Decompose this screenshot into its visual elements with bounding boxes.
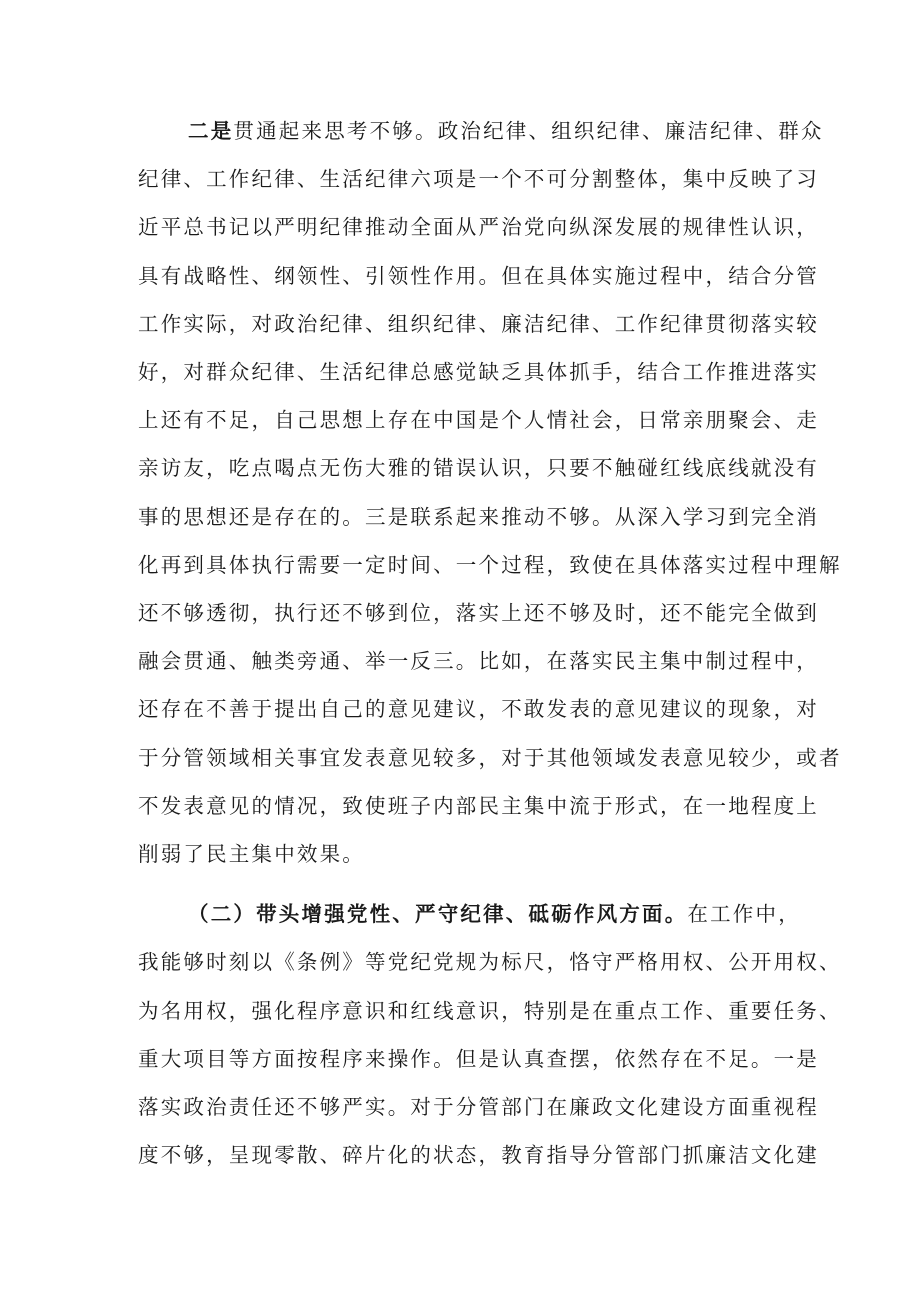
text-line — [138, 639, 819, 683]
text-segment: 事的思想还是存在的。三是联系起来推动不够。从深入学习到完全消 — [138, 504, 819, 529]
text-line — [188, 892, 801, 936]
text-line — [138, 591, 819, 635]
text-segment: 削弱了民主集中效果。 — [138, 842, 365, 866]
text-segment: 上还有不足，自己思想上存在中国是个人情社会，日常亲朋聚会、走 — [138, 408, 819, 433]
text-segment: 贯通起来思考不够。政治纪律、组织纪律、廉洁纪律、群众 — [233, 119, 824, 143]
text-line — [138, 398, 819, 442]
text-line — [138, 254, 819, 298]
text-line — [138, 157, 819, 201]
text-segment: 具有战略性、纲领性、引领性作用。但在具体实施过程中，结合分管 — [138, 263, 819, 288]
text-segment: 融会贯通、触类旁通、举一反三。比如，在落实民主集中制过程中， — [138, 649, 819, 674]
text-segment: 度不够，呈现零散、碎片化的状态，教育指导分管部门抓廉洁文化建 — [138, 1143, 819, 1168]
text-line — [138, 495, 819, 539]
text-segment: 重大项目等方面按程序来操作。但是认真查摆，依然存在不足。一是 — [138, 1046, 819, 1071]
text-segment: 化再到具体执行需要一定时间、一个过程，致使在具体落实过程中理解 — [138, 552, 842, 577]
bold-text: 二是 — [188, 119, 234, 143]
text-segment: 为名用权，强化程序意识和红线意识，特别是在重点工作、重要任务、 — [138, 998, 842, 1023]
bold-text: （二）带头增强党性、严守纪律、砥砺作风方面。 — [188, 902, 688, 927]
text-line — [138, 350, 819, 394]
text-segment: 落实政治责任还不够严实。对于分管部门在廉政文化建设方面重视程 — [138, 1095, 819, 1119]
text-line — [138, 1085, 819, 1129]
text-segment: 好，对群众纪律、生活纪律总感觉缺乏具体抓手，结合工作推进落实 — [138, 360, 819, 384]
text-line — [138, 205, 819, 249]
text-line — [138, 1037, 819, 1081]
text-line — [138, 446, 819, 490]
text-line — [138, 736, 842, 780]
text-line — [138, 1133, 819, 1177]
text-segment: 工作实际，对政治纪律、组织纪律、廉洁纪律、工作纪律贯彻落实较 — [138, 311, 819, 336]
text-segment: 还存在不善于提出自己的意见建议，不敢发表的意见建议的现象，对 — [138, 697, 819, 722]
text-segment: 还不够透彻，执行还不够到位，落实上还不够及时，还不能完全做到 — [138, 601, 819, 625]
text-line — [188, 109, 824, 153]
text-segment: 于分管领域相关事宜发表意见较多，对于其他领域发表意见较少，或者 — [138, 745, 842, 770]
text-line — [138, 989, 842, 1033]
text-line — [138, 832, 365, 876]
text-segment: 我能够时刻以《条例》等党纪党规为标尺，恪守严格用权、公开用权、 — [138, 950, 842, 975]
text-line — [138, 302, 819, 346]
text-segment: 在工作中， — [687, 902, 801, 927]
text-line — [138, 940, 842, 984]
text-segment: 亲访友，吃点喝点无伤大雅的错误认识，只要不触碰红线底线就没有 — [138, 456, 819, 481]
text-line — [138, 784, 819, 828]
text-segment: 近平总书记以严明纪律推动全面从严治党向纵深发展的规律性认识， — [138, 215, 819, 240]
text-line — [138, 543, 842, 587]
text-segment: 不发表意见的情况，致使班子内部民主集中流于形式，在一地程度上 — [138, 793, 819, 818]
text-segment: 纪律、工作纪律、生活纪律六项是一个不可分割整体，集中反映了习 — [138, 167, 819, 192]
text-line — [138, 687, 819, 731]
